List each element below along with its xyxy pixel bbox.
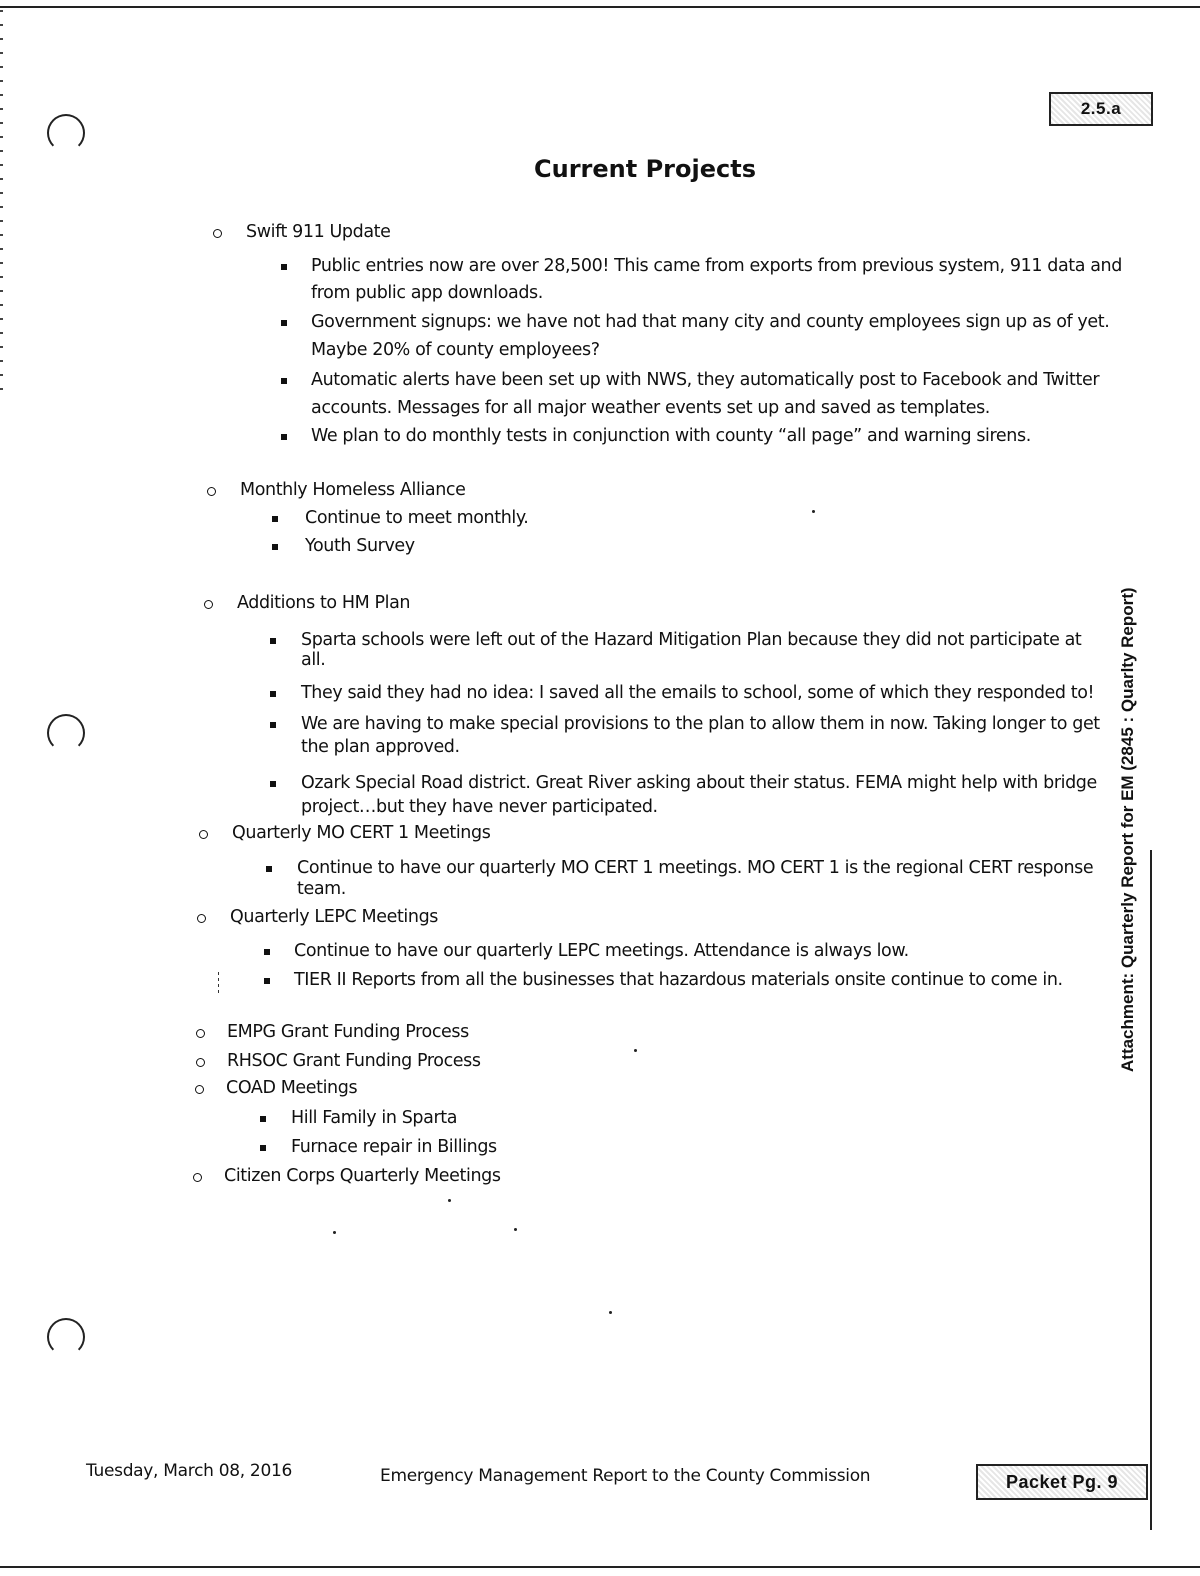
list-item-text: We are having to make special provisions to the plan to allow them in now. Taking longer to get	[301, 714, 1100, 734]
section-bullet	[213, 229, 222, 238]
section-bullet	[197, 914, 206, 923]
list-item-text: Maybe 20% of county employees?	[311, 340, 600, 360]
list-item-text: Ozark Special Road district. Great River asking about their status. FEMA might help with bridge	[301, 773, 1097, 793]
item-bullet	[281, 320, 287, 326]
item-bullet	[281, 378, 287, 384]
list-item-text: from public app downloads.	[311, 283, 543, 303]
list-item-text: Youth Survey	[305, 536, 415, 556]
punch-hole-top	[47, 114, 85, 152]
top-border	[0, 6, 1200, 8]
scan-speck	[514, 1228, 517, 1231]
punch-hole-bottom	[47, 1318, 85, 1356]
section-bullet	[196, 1029, 205, 1038]
item-bullet	[272, 544, 278, 550]
list-item-text: Sparta schools were left out of the Hazard Mitigation Plan because they did not participate at	[301, 630, 1082, 650]
list-item-text: team.	[297, 879, 346, 899]
footer-report-title: Emergency Management Report to the County Commission	[380, 1466, 871, 1486]
page-title: Current Projects	[534, 155, 756, 183]
section-heading: Quarterly MO CERT 1 Meetings	[232, 823, 491, 843]
section-bullet	[199, 830, 208, 839]
list-item-text: accounts. Messages for all major weather events set up and saved as templates.	[311, 398, 990, 418]
section-heading: Quarterly LEPC Meetings	[230, 907, 439, 927]
item-bullet	[281, 434, 287, 440]
item-bullet	[260, 1145, 266, 1151]
section-heading: Additions to HM Plan	[237, 593, 411, 613]
list-item-text: Continue to meet monthly.	[305, 508, 529, 528]
item-bullet	[266, 866, 272, 872]
attachment-label: Attachment: Quarterly Report for EM (2845 : Quarlty Report)	[1118, 587, 1137, 1072]
list-item-text: Government signups: we have not had that many city and county employees sign up as of yet.	[311, 312, 1110, 332]
list-item-text: the plan approved.	[301, 737, 460, 757]
list-item-text: TIER II Reports from all the businesses that hazardous materials onsite continue to come in.	[294, 970, 1063, 990]
scan-speck	[333, 1231, 336, 1234]
list-item-text: They said they had no idea: I saved all the emails to school, some of which they responded to!	[301, 683, 1095, 703]
section-bullet	[204, 600, 213, 609]
item-bullet	[260, 1116, 266, 1122]
list-item-text: all.	[301, 650, 326, 670]
section-bullet	[195, 1085, 204, 1094]
section-heading: EMPG Grant Funding Process	[227, 1022, 469, 1042]
list-item-text: Automatic alerts have been set up with NWS, they automatically post to Facebook and Twitter	[311, 370, 1100, 390]
section-heading: Monthly Homeless Alliance	[240, 480, 466, 500]
scan-mark	[218, 972, 219, 994]
scan-speck	[634, 1049, 637, 1052]
list-item-text: Continue to have our quarterly LEPC meetings. Attendance is always low.	[294, 941, 909, 961]
item-bullet	[281, 264, 287, 270]
punch-hole-middle	[47, 714, 85, 752]
list-item-text: Public entries now are over 28,500! This came from exports from previous system, 911 data and	[311, 256, 1122, 276]
item-bullet	[270, 781, 276, 787]
section-bullet	[207, 487, 216, 496]
scan-speck	[812, 510, 815, 513]
item-bullet	[264, 949, 270, 955]
footer-date: Tuesday, March 08, 2016	[86, 1461, 292, 1481]
list-item-text: project…but they have never participated.	[301, 797, 658, 817]
item-bullet	[264, 978, 270, 984]
section-bullet	[196, 1058, 205, 1067]
section-heading: Swift 911 Update	[246, 222, 391, 242]
list-item-text: Continue to have our quarterly MO CERT 1 meetings. MO CERT 1 is the regional CERT response	[297, 858, 1094, 878]
item-bullet	[270, 722, 276, 728]
list-item-text: Hill Family in Sparta	[291, 1108, 458, 1128]
scan-edge-marks	[0, 10, 3, 390]
scan-speck	[448, 1199, 451, 1202]
list-item-text: We plan to do monthly tests in conjunction with county “all page” and warning sirens.	[311, 426, 1031, 446]
item-bullet	[270, 691, 276, 697]
section-heading: Citizen Corps Quarterly Meetings	[224, 1166, 501, 1186]
section-heading: RHSOC Grant Funding Process	[227, 1051, 481, 1071]
section-heading: COAD Meetings	[226, 1078, 358, 1098]
item-bullet	[272, 516, 278, 522]
item-bullet	[270, 638, 276, 644]
list-item-text: Furnace repair in Billings	[291, 1137, 497, 1157]
right-margin-rule	[1150, 850, 1152, 1530]
bottom-border	[0, 1566, 1200, 1568]
packet-page-stamp: Packet Pg. 9	[976, 1464, 1148, 1500]
scan-speck	[609, 1311, 612, 1314]
section-bullet	[193, 1173, 202, 1182]
agenda-item-stamp: 2.5.a	[1049, 92, 1153, 126]
